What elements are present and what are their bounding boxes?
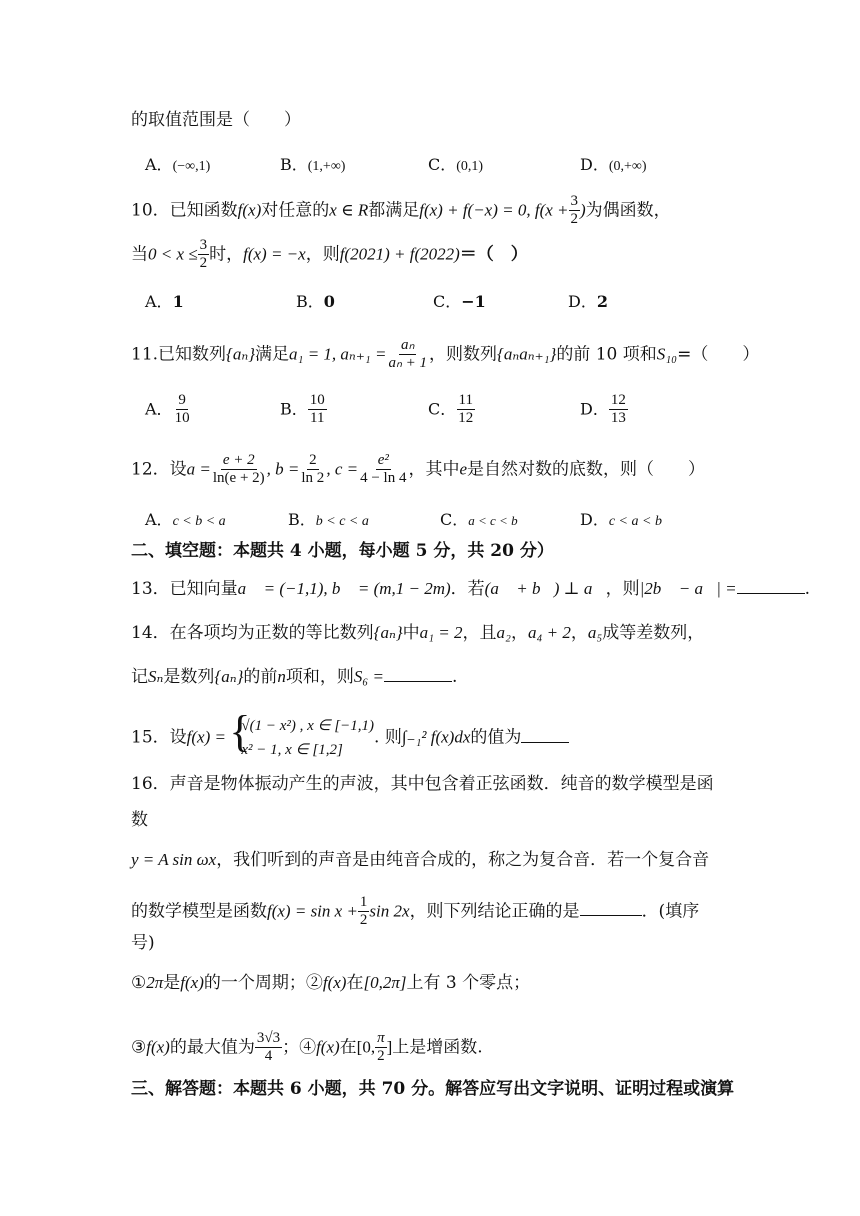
- q9-option-b: B．(1,+∞): [280, 155, 346, 174]
- brace-symbol: {: [229, 707, 251, 756]
- q16-line3: y = A sin ωx，我们听到的声音是由纯音合成的，称之为复合音．若一个复合音: [131, 850, 710, 870]
- section-3-header: 三、解答题：本题共 6 小题，共 70 分。解答应写出文字说明、证明过程或演算: [131, 1079, 735, 1099]
- q10-option-c: C．−1: [433, 292, 486, 311]
- q16-line5: 号): [131, 933, 155, 953]
- q10-line1: 10．已知函数f(x)对任意的x ∈ R都满足f(x) + f(−x) = 0, f(x + $\frac{3}{2}$ )为偶函数，: [131, 193, 671, 228]
- q12-a-fraction: $\frac{e + 2}{\ln(e + 2)}$: [212, 452, 265, 487]
- q9-option-d: D．(0,+∞): [580, 155, 647, 174]
- q13-line: 13．已知向量a⃗ = (−1,1), b⃗ = (m,1 − 2m)．若(a⃗ + b⃗) ⊥ a⃗，则|2b⃗ − a⃗| = .: [131, 579, 811, 599]
- q16-statement-3-4: ③f(x)的最大值为 $\frac{3√3}{4}$ ；④f(x)在[0, $\frac{\pi}{2}$ ]上是增函数.: [131, 1030, 483, 1065]
- q9-option-a: A．(−∞,1): [145, 155, 211, 174]
- q12-line: 12．设a = $\frac{e + 2}{\ln(e + 2)}$ , b = $\frac{2}{\ln 2}$ , c = $\frac{\text{e²}}{4 - \ln 4}$ ，其中e是自然对数的底数，则（ ）: [131, 452, 706, 487]
- q14-answer-blank: [384, 681, 452, 682]
- q16-line1: 16．声音是物体振动产生的声波，其中包含着正弦函数．纯音的数学模型是函: [131, 774, 714, 794]
- q11-option-a: A． $\frac{9}{10}$: [145, 392, 190, 427]
- q9-option-c: C．(0,1): [428, 155, 484, 174]
- section-2-header: 二、填空题：本题共 4 小题，每小题 5 分，共 20 分）: [131, 541, 554, 561]
- q11-option-d: D． $\frac{12}{13}$: [580, 392, 626, 427]
- q16-line4: 的数学模型是函数f(x) = sin x + $\frac{1}{2}$ sin 2x，则下列结论正确的是 ．(填序: [131, 894, 700, 929]
- q12-option-a: A．c < b < a: [145, 510, 226, 529]
- q10-fraction: $\frac{3}{2}$: [570, 193, 578, 228]
- q13-answer-blank: [737, 593, 805, 594]
- q10-option-d: D．2: [568, 292, 608, 311]
- q12-option-d: D．c < a < b: [580, 510, 662, 529]
- q12-option-b: B．b < c < a: [288, 510, 369, 529]
- q15-piecewise: { √(1 − x²) , x ∈ [−1,1) x² − 1, x ∈ [1,2]: [229, 707, 375, 758]
- q16-answer-blank: [580, 915, 642, 916]
- q16-max-fraction: $\frac{3√3}{4}$: [256, 1030, 281, 1065]
- q11-fraction: $\frac{\text{aₙ}}{\text{aₙ + 1}}$: [388, 337, 428, 372]
- q14-line1: 14．在各项均为正数的等比数列{aₙ}中a₁ = 2，且a₂，a₄ + 2，a₅成等差数列，: [131, 623, 705, 643]
- q9-text: 的取值范围是（ ）: [131, 110, 301, 130]
- q10-range-fraction: $\frac{3}{2}$: [199, 237, 208, 272]
- q16-statement-1-2: ①2π是f(x)的一个周期；②f(x)在[0,2π]上有 3 个零点；: [131, 973, 531, 993]
- q15-line: 15．设f(x) = { √(1 − x²) , x ∈ [−1,1) x² − 1, x ∈ [1,2] . 则∫₋₁² f(x)dx的值为: [131, 714, 569, 762]
- q10-line2: 当0 < x ≤ $\frac{3}{2}$ 时，f(x) = −x，则f(2021) + f(2022)＝（ ）: [131, 237, 528, 272]
- q10-option-b: B．0: [296, 292, 335, 311]
- q15-answer-blank: [521, 742, 569, 743]
- q14-line2: 记Sₙ是数列{aₙ}的前n项和，则S₆ = .: [131, 667, 458, 687]
- q12-b-fraction: $\frac{2}{\ln 2}$: [301, 452, 325, 487]
- q11-line: 11.已知数列{aₙ}满足a₁ = 1, aₙ₊₁ = $\frac{\text{aₙ}}{\text{aₙ + 1}}$ ，则数列{aₙaₙ₊₁}的前 10 项和S₁₀=（ ）: [131, 337, 760, 372]
- q11-option-c: C． $\frac{11}{12}$: [428, 392, 474, 427]
- q11-option-b: B． $\frac{10}{11}$: [280, 392, 325, 427]
- q16-line2: 数: [131, 810, 148, 830]
- q10-option-a: A．1: [145, 292, 184, 311]
- q12-c-fraction: $\frac{\text{e²}}{4 - \ln 4}$: [360, 452, 407, 487]
- q16-pi-fraction: $\frac{\pi}{2}$: [377, 1030, 385, 1065]
- q12-option-c: C．a < c < b: [440, 510, 518, 529]
- q16-fraction: $\frac{1}{2}$: [359, 894, 368, 929]
